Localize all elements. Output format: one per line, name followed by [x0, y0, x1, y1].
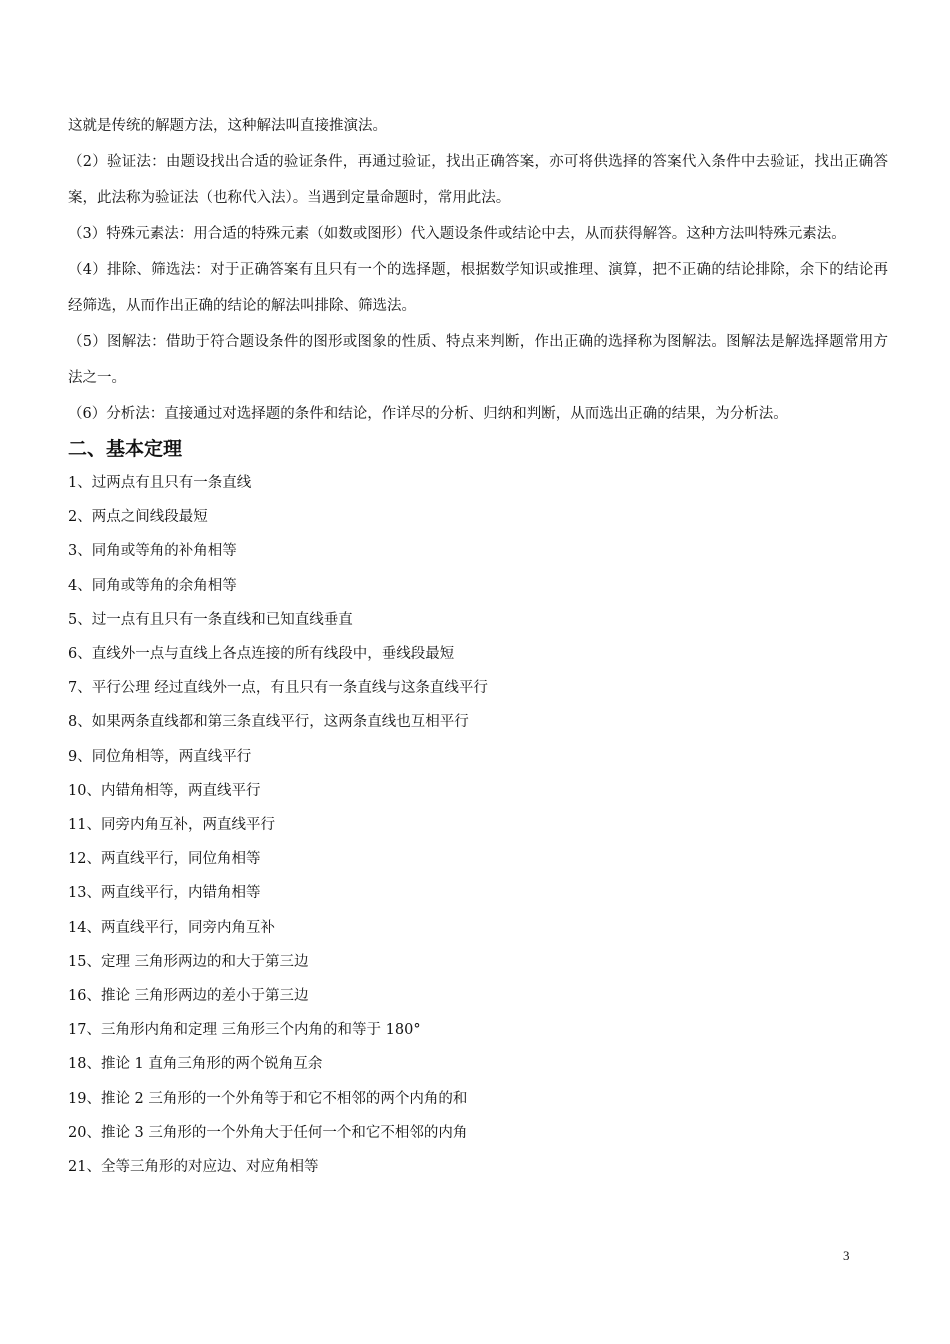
paragraph-verification-method: （2）验证法：由题设找出合适的验证条件，再通过验证，找出正确答案，亦可将供选择的答案代入条件中去验证，找出正确答案，此法称为验证法（也称代入法）。当遇到定量命题时，常用此法。: [68, 154, 888, 206]
paragraph-direct-method: 这就是传统的解题方法，这种解法叫直接推演法。: [68, 118, 387, 134]
paragraph-special-element-method: （3）特殊元素法：用合适的特殊元素（如数或图形）代入题设条件或结论中去，从而获得解答。这种方法叫特殊元素法。: [68, 226, 846, 242]
theorem-item: 21、全等三角形的对应边、对应角相等: [68, 1159, 319, 1176]
section-heading-basic-theorems: 二、基本定理: [68, 438, 183, 460]
theorem-item: 10、内错角相等，两直线平行: [68, 782, 261, 799]
theorem-item: 17、三角形内角和定理 三角形三个内角的和等于 180°: [68, 1022, 421, 1039]
paragraph-graphical-method: （5）图解法：借助于符合题设条件的图形或图象的性质、特点来判断，作出正确的选择称为图解法。图解法是解选择题常用方法之一。: [68, 334, 888, 386]
theorem-item: 4、同角或等角的余角相等: [68, 577, 237, 594]
theorem-item: 14、两直线平行，同旁内角互补: [68, 919, 275, 936]
theorem-item: 3、同角或等角的补角相等: [68, 543, 237, 560]
theorem-item: 9、同位角相等，两直线平行: [68, 748, 252, 765]
theorem-item: 11、同旁内角互补，两直线平行: [68, 817, 275, 834]
theorem-item: 19、推论 2 三角形的一个外角等于和它不相邻的两个内角的和: [68, 1090, 468, 1107]
paragraph-analysis-method: （6）分析法：直接通过对选择题的条件和结论，作详尽的分析、归纳和判断，从而选出正确的结果，为分析法。: [68, 406, 788, 422]
theorem-list: [68, 466, 888, 1184]
theorem-item: 15、定理 三角形两边的和大于第三边: [68, 953, 309, 970]
theorem-item: 1、过两点有且只有一条直线: [68, 475, 252, 491]
paragraph-elimination-method: （4）排除、筛选法：对于正确答案有且只有一个的选择题，根据数学知识或推理、演算，把不正确的结论排除，余下的结论再经筛选，从而作出正确的结论的解法叫排除、筛选法。: [68, 262, 888, 314]
theorem-item: 2、两点之间线段最短: [68, 509, 208, 526]
theorem-item: 8、如果两条直线都和第三条直线平行，这两条直线也互相平行: [68, 714, 469, 731]
theorem-item: 13、两直线平行，内错角相等: [68, 885, 261, 902]
theorem-item: 18、推论 1 直角三角形的两个锐角互余: [68, 1056, 323, 1073]
theorem-item: 20、推论 3 三角形的一个外角大于任何一个和它不相邻的内角: [68, 1124, 468, 1141]
theorem-item: 7、平行公理 经过直线外一点，有且只有一条直线与这条直线平行: [68, 680, 488, 697]
theorem-item: 6、直线外一点与直线上各点连接的所有线段中，垂线段最短: [68, 646, 455, 663]
theorem-item: 16、推论 三角形两边的差小于第三边: [68, 988, 309, 1005]
theorem-item: 12、两直线平行，同位角相等: [68, 851, 261, 868]
document-page: [68, 108, 888, 1184]
page-number: 3: [843, 1248, 850, 1263]
theorem-item: 5、过一点有且只有一条直线和已知直线垂直: [68, 611, 353, 628]
